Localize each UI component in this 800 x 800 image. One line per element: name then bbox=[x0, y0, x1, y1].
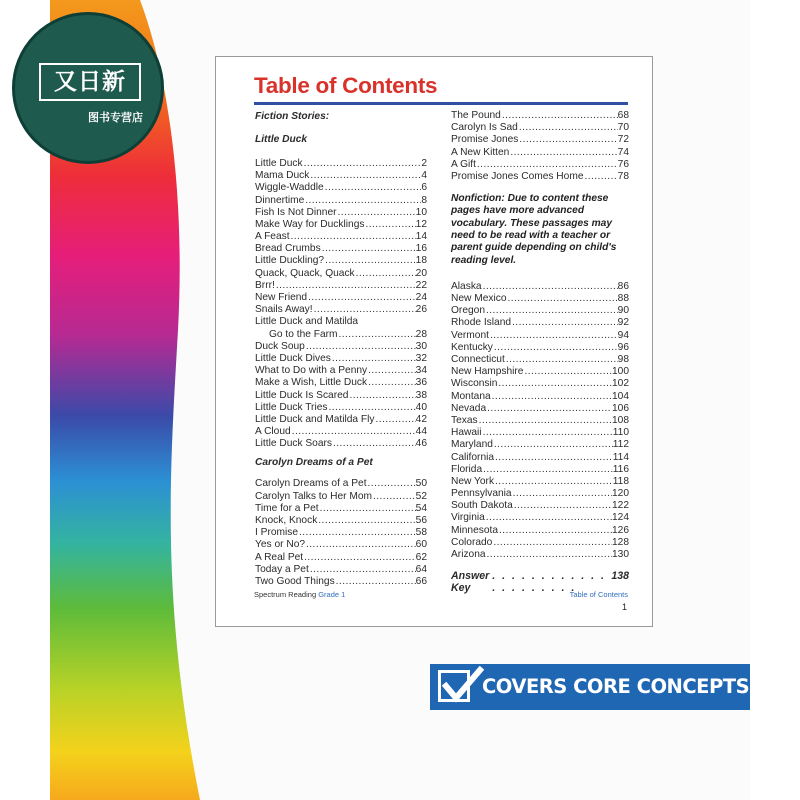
dot-leader bbox=[491, 391, 612, 403]
toc-entry bbox=[255, 341, 427, 353]
entry-page: 92 bbox=[617, 317, 629, 329]
entry-title: Oregon bbox=[451, 305, 485, 317]
entry-title: Yes or No? bbox=[255, 539, 306, 551]
entry-title: Connecticut bbox=[451, 354, 505, 366]
dot-leader bbox=[482, 427, 613, 439]
dot-leader bbox=[501, 110, 618, 122]
toc-entry bbox=[451, 525, 629, 537]
section-heading: Carolyn Dreams of a Pet bbox=[255, 456, 373, 468]
entry-page: 10 bbox=[415, 206, 427, 218]
dot-leader bbox=[324, 255, 416, 267]
entry-title: Carolyn Talks to Her Mom bbox=[255, 490, 373, 502]
entry-page: 118 bbox=[612, 475, 629, 487]
entry-title: Make a Wish, Little Duck bbox=[255, 377, 368, 389]
dot-leader bbox=[304, 195, 421, 207]
dot-leader bbox=[506, 293, 617, 305]
footer-grade: Grade 1 bbox=[318, 590, 346, 599]
entry-page: 16 bbox=[415, 243, 427, 255]
toc-entry bbox=[451, 391, 629, 403]
entry-title: What to Do with a Penny bbox=[255, 365, 368, 377]
entry-title: Vermont bbox=[451, 329, 489, 341]
toc-entry bbox=[255, 576, 427, 588]
dot-leader bbox=[313, 304, 416, 316]
toc-entry bbox=[451, 305, 629, 317]
toc-list bbox=[451, 281, 629, 561]
toc-entry bbox=[451, 415, 629, 427]
entry-title: Today a Pet bbox=[255, 563, 309, 575]
entry-page: 14 bbox=[415, 231, 427, 243]
dot-leader bbox=[291, 426, 416, 438]
dot-leader bbox=[309, 170, 421, 182]
footer-section: Table of Contents bbox=[569, 590, 628, 599]
entry-title: Little Duck Soars bbox=[255, 438, 333, 450]
entry-title: South Dakota bbox=[451, 500, 513, 512]
entry-page: 28 bbox=[415, 328, 427, 340]
entry-page: 94 bbox=[617, 329, 629, 341]
entry-page: 64 bbox=[415, 563, 427, 575]
toc-entry bbox=[255, 414, 427, 426]
dot-leader bbox=[290, 231, 416, 243]
toc-entry bbox=[255, 256, 427, 268]
entry-title: I Promise bbox=[255, 527, 299, 539]
page-number: 1 bbox=[621, 602, 627, 612]
dot-leader bbox=[513, 500, 612, 512]
entry-title: Little Duck Dives bbox=[255, 352, 331, 364]
entry-title: Fish Is Not Dinner bbox=[255, 206, 337, 218]
entry-page: 60 bbox=[415, 539, 427, 551]
toc-entry bbox=[451, 281, 629, 293]
entry-page: 54 bbox=[415, 502, 427, 514]
dot-leader bbox=[518, 134, 617, 146]
store-badge bbox=[12, 12, 164, 164]
toc-entry bbox=[255, 426, 427, 438]
entry-title: Go to the Farm bbox=[269, 328, 338, 340]
checkmark-icon bbox=[440, 666, 484, 706]
entry-page: 124 bbox=[612, 512, 629, 524]
entry-page: 72 bbox=[617, 134, 629, 146]
entry-title: Little Duck and Matilda bbox=[255, 316, 359, 328]
dot-leader bbox=[367, 365, 416, 377]
toc-entry bbox=[451, 147, 629, 159]
entry-title: Wisconsin bbox=[451, 378, 498, 390]
entry-page: 108 bbox=[612, 414, 629, 426]
entry-title: Little Duck and Matilda Fly bbox=[255, 413, 375, 425]
toc-entry bbox=[255, 304, 427, 316]
entry-page: 78 bbox=[617, 170, 629, 182]
toc-entry bbox=[255, 292, 427, 304]
entry-page: 42 bbox=[415, 413, 427, 425]
dot-leader bbox=[305, 341, 416, 353]
toc-entry bbox=[451, 549, 629, 561]
entry-page: 100 bbox=[612, 366, 629, 378]
dot-leader bbox=[367, 377, 416, 389]
toc-entry bbox=[451, 110, 629, 122]
entry-title: A New Kitten bbox=[451, 146, 510, 158]
toc-entry bbox=[255, 390, 427, 402]
dot-leader bbox=[303, 552, 416, 564]
entry-page: 96 bbox=[617, 341, 629, 353]
entry-page: 88 bbox=[617, 293, 629, 305]
entry-title: Little Duck Tries bbox=[255, 401, 328, 413]
toc-page bbox=[215, 56, 653, 627]
toc-entry bbox=[451, 171, 629, 183]
dot-leader bbox=[485, 305, 618, 317]
dot-leader bbox=[498, 525, 612, 537]
dot-leader bbox=[337, 207, 416, 219]
toc-entry bbox=[451, 464, 629, 476]
toc-entry bbox=[255, 280, 427, 292]
entry-page: 6 bbox=[421, 182, 427, 194]
toc-list bbox=[451, 110, 629, 183]
entry-title: A Gift bbox=[451, 158, 476, 170]
entry-page: 52 bbox=[415, 490, 427, 502]
entry-page: 138 bbox=[611, 570, 629, 583]
entry-title: The Pound bbox=[451, 109, 501, 121]
entry-title: Duck Soup bbox=[255, 340, 305, 352]
entry-page: 12 bbox=[415, 218, 427, 230]
toc-entry bbox=[255, 243, 427, 255]
toc-entry bbox=[255, 479, 427, 491]
dot-leader bbox=[511, 317, 618, 329]
toc-entry bbox=[255, 329, 427, 341]
toc-entry bbox=[255, 491, 427, 503]
entry-page: 106 bbox=[612, 402, 629, 414]
entry-title: Time for a Pet bbox=[255, 502, 319, 514]
section-heading: Little Duck bbox=[255, 134, 308, 145]
toc-entry bbox=[255, 503, 427, 515]
dot-leader bbox=[494, 452, 613, 464]
entry-title: Promise Jones bbox=[451, 134, 519, 146]
dot-leader bbox=[482, 281, 618, 293]
dot-leader bbox=[494, 476, 613, 488]
entry-page: 44 bbox=[415, 426, 427, 438]
entry-page: 34 bbox=[415, 365, 427, 377]
dot-leader bbox=[327, 402, 415, 414]
dot-leader bbox=[309, 564, 416, 576]
toc-entry bbox=[255, 231, 427, 243]
dot-leader bbox=[512, 488, 612, 500]
entry-title: Florida bbox=[451, 463, 483, 475]
entry-title: Make Way for Ducklings bbox=[255, 218, 365, 230]
toc-entry bbox=[451, 452, 629, 464]
entry-page: 98 bbox=[617, 354, 629, 366]
entry-title: Snails Away! bbox=[255, 304, 313, 316]
entry-title: Colorado bbox=[451, 536, 493, 548]
entry-page: 4 bbox=[421, 170, 427, 182]
entry-title: Two Good Things bbox=[255, 575, 335, 587]
entry-page: 30 bbox=[415, 340, 427, 352]
title-divider bbox=[254, 102, 628, 105]
dot-leader bbox=[583, 171, 617, 183]
entry-title: Alaska bbox=[451, 280, 482, 292]
toc-entry bbox=[451, 366, 629, 378]
entry-title: Little Duck Is Scared bbox=[255, 389, 349, 401]
entry-page: 110 bbox=[612, 427, 629, 439]
dot-leader bbox=[305, 539, 416, 551]
toc-entry bbox=[255, 515, 427, 527]
dot-leader bbox=[505, 354, 618, 366]
toc-left-column bbox=[255, 110, 427, 588]
entry-page: 2 bbox=[421, 157, 427, 169]
entry-title: New York bbox=[451, 475, 495, 487]
dot-leader bbox=[338, 329, 416, 341]
dot-leader bbox=[317, 515, 415, 527]
toc-entry bbox=[255, 195, 427, 207]
entry-title: Knock, Knock bbox=[255, 515, 318, 527]
toc-entry bbox=[255, 207, 427, 219]
entry-title: Promise Jones Comes Home bbox=[451, 170, 584, 182]
entry-page: 38 bbox=[415, 389, 427, 401]
dot-leader bbox=[492, 537, 612, 549]
toc-entry bbox=[255, 539, 427, 551]
entry-page: 102 bbox=[612, 378, 629, 390]
entry-title: Arizona bbox=[451, 549, 486, 561]
dot-leader bbox=[307, 292, 416, 304]
entry-title: A Feast bbox=[255, 231, 290, 243]
dot-leader bbox=[486, 549, 612, 561]
toc-entry bbox=[451, 293, 629, 305]
dot-leader bbox=[321, 243, 416, 255]
toc-entry bbox=[451, 354, 629, 366]
toc-entry bbox=[451, 378, 629, 390]
toc-entry bbox=[255, 268, 427, 280]
dot-leader bbox=[332, 438, 416, 450]
entry-title: Rhode Island bbox=[451, 317, 512, 329]
entry-title: Pennsylvania bbox=[451, 488, 512, 500]
entry-page: 8 bbox=[421, 194, 427, 206]
entry-page: 128 bbox=[612, 536, 629, 548]
entry-page: 62 bbox=[415, 551, 427, 563]
dot-leader bbox=[348, 390, 415, 402]
toc-entry bbox=[255, 353, 427, 365]
dot-leader bbox=[518, 122, 618, 134]
entry-title: Texas bbox=[451, 414, 478, 426]
toc-entry bbox=[451, 122, 629, 134]
entry-page: 70 bbox=[617, 122, 629, 134]
entry-page: 112 bbox=[612, 439, 629, 451]
fiction-heading: Fiction Stories: bbox=[255, 111, 330, 122]
dot-leader bbox=[493, 439, 613, 451]
dot-leader bbox=[482, 464, 613, 476]
dot-leader bbox=[367, 478, 416, 490]
entry-title: Minnesota bbox=[451, 524, 499, 536]
entry-page: 68 bbox=[617, 109, 629, 121]
toc-entry bbox=[451, 317, 629, 329]
entry-title: Quack, Quack, Quack bbox=[255, 267, 355, 279]
entry-title: New Mexico bbox=[451, 293, 507, 305]
dot-leader bbox=[335, 576, 416, 588]
entry-title: New Hampshire bbox=[451, 366, 524, 378]
dot-leader bbox=[486, 403, 612, 415]
entry-page: 56 bbox=[415, 515, 427, 527]
nonfiction-note: Nonfiction: Due to content these pages have more advanced vocabulary. These passages may need to be read with a teacher or parent guide depending on child's reading level. bbox=[451, 193, 617, 266]
entry-page: 46 bbox=[415, 438, 427, 450]
entry-page: 40 bbox=[415, 401, 427, 413]
entry-title: Virginia bbox=[451, 512, 485, 524]
toc-list bbox=[255, 158, 427, 451]
toc-entry bbox=[255, 527, 427, 539]
entry-title: Bread Crumbs bbox=[255, 243, 321, 255]
entry-title: Little Duck bbox=[255, 157, 303, 169]
banner-label: COVERS CORE CONCEPTS bbox=[482, 675, 750, 698]
entry-title: Little Duckling? bbox=[255, 255, 325, 267]
entry-page: 58 bbox=[415, 527, 427, 539]
dot-leader bbox=[331, 353, 416, 365]
entry-title: Hawaii bbox=[451, 427, 482, 439]
toc-entry bbox=[451, 476, 629, 488]
entry-page: 120 bbox=[612, 488, 629, 500]
toc-entry bbox=[255, 170, 427, 182]
entry-title: California bbox=[451, 451, 495, 463]
entry-title: New Friend bbox=[255, 292, 308, 304]
entry-title: Nevada bbox=[451, 402, 487, 414]
entry-title: A Real Pet bbox=[255, 551, 304, 563]
dot-leader bbox=[275, 280, 416, 292]
entry-title: Carolyn Is Sad bbox=[451, 122, 518, 134]
toc-entry bbox=[255, 158, 427, 170]
toc-entry bbox=[451, 537, 629, 549]
toc-entry bbox=[255, 365, 427, 377]
dot-leader bbox=[372, 491, 416, 503]
toc-entry bbox=[451, 512, 629, 524]
entry-page: 130 bbox=[612, 549, 629, 561]
dot-leader bbox=[355, 268, 416, 280]
toc-entry bbox=[255, 316, 427, 328]
toc-entry bbox=[451, 134, 629, 146]
entry-title: Dinnertime bbox=[255, 194, 305, 206]
dot-leader bbox=[509, 147, 617, 159]
covers-core-concepts-banner bbox=[430, 664, 750, 710]
toc-entry bbox=[451, 500, 629, 512]
toc-entry bbox=[255, 438, 427, 450]
dot-leader bbox=[324, 182, 422, 194]
toc-right-column bbox=[451, 110, 629, 594]
dot-leader bbox=[374, 414, 415, 426]
entry-title: Maryland bbox=[451, 439, 493, 451]
toc-entry bbox=[451, 488, 629, 500]
entry-title: Wiggle-Waddle bbox=[255, 182, 324, 194]
entry-page: 126 bbox=[612, 524, 629, 536]
dot-leader bbox=[298, 527, 416, 539]
toc-entry bbox=[255, 402, 427, 414]
entry-page: 74 bbox=[617, 146, 629, 158]
dot-leader bbox=[489, 330, 618, 342]
dot-leader bbox=[523, 366, 612, 378]
store-subtitle: 图书专营店 bbox=[88, 111, 143, 124]
dot-leader bbox=[485, 512, 612, 524]
entry-page: 50 bbox=[415, 478, 427, 490]
dot-leader bbox=[319, 503, 416, 515]
entry-page: 114 bbox=[612, 451, 629, 463]
footer-series bbox=[254, 590, 345, 599]
entry-page: 116 bbox=[612, 463, 629, 475]
toc-entry bbox=[451, 439, 629, 451]
dot-leader bbox=[478, 415, 612, 427]
toc-entry bbox=[451, 342, 629, 354]
dot-leader bbox=[364, 219, 415, 231]
entry-title: A Cloud bbox=[255, 426, 291, 438]
toc-entry bbox=[255, 377, 427, 389]
toc-entry bbox=[255, 552, 427, 564]
entry-page: 24 bbox=[415, 292, 427, 304]
toc-entry bbox=[255, 219, 427, 231]
entry-page: 76 bbox=[617, 158, 629, 170]
toc-entry bbox=[451, 427, 629, 439]
entry-page: 32 bbox=[415, 352, 427, 364]
toc-entry bbox=[255, 564, 427, 576]
dot-leader bbox=[476, 159, 618, 171]
entry-page: 36 bbox=[415, 377, 427, 389]
entry-page: 66 bbox=[415, 575, 427, 587]
entry-title: Carolyn Dreams of a Pet bbox=[255, 478, 367, 490]
toc-entry bbox=[255, 182, 427, 194]
entry-page: 86 bbox=[617, 280, 629, 292]
entry-title: Kentucky bbox=[451, 341, 493, 353]
entry-page: 104 bbox=[612, 390, 629, 402]
store-logo-text: 又日新 bbox=[39, 63, 141, 101]
entry-title: Brrr! bbox=[255, 279, 275, 291]
dot-leader bbox=[493, 342, 618, 354]
entry-page: 26 bbox=[415, 304, 427, 316]
toc-entry bbox=[451, 403, 629, 415]
entry-title: Answer Key bbox=[451, 570, 490, 595]
entry-page: 90 bbox=[617, 305, 629, 317]
entry-page: 18 bbox=[415, 255, 427, 267]
entry-page: 22 bbox=[415, 279, 427, 291]
entry-title: Mama Duck bbox=[255, 170, 310, 182]
entry-page: 122 bbox=[612, 500, 629, 512]
dot-leader bbox=[303, 158, 422, 170]
toc-entry bbox=[451, 159, 629, 171]
toc-list bbox=[255, 479, 427, 589]
entry-page: 20 bbox=[415, 267, 427, 279]
dot-leader bbox=[497, 378, 612, 390]
toc-entry bbox=[451, 330, 629, 342]
footer-series-name: Spectrum Reading bbox=[254, 590, 317, 599]
entry-title: Montana bbox=[451, 390, 491, 402]
page-title: Table of Contents bbox=[254, 73, 438, 98]
